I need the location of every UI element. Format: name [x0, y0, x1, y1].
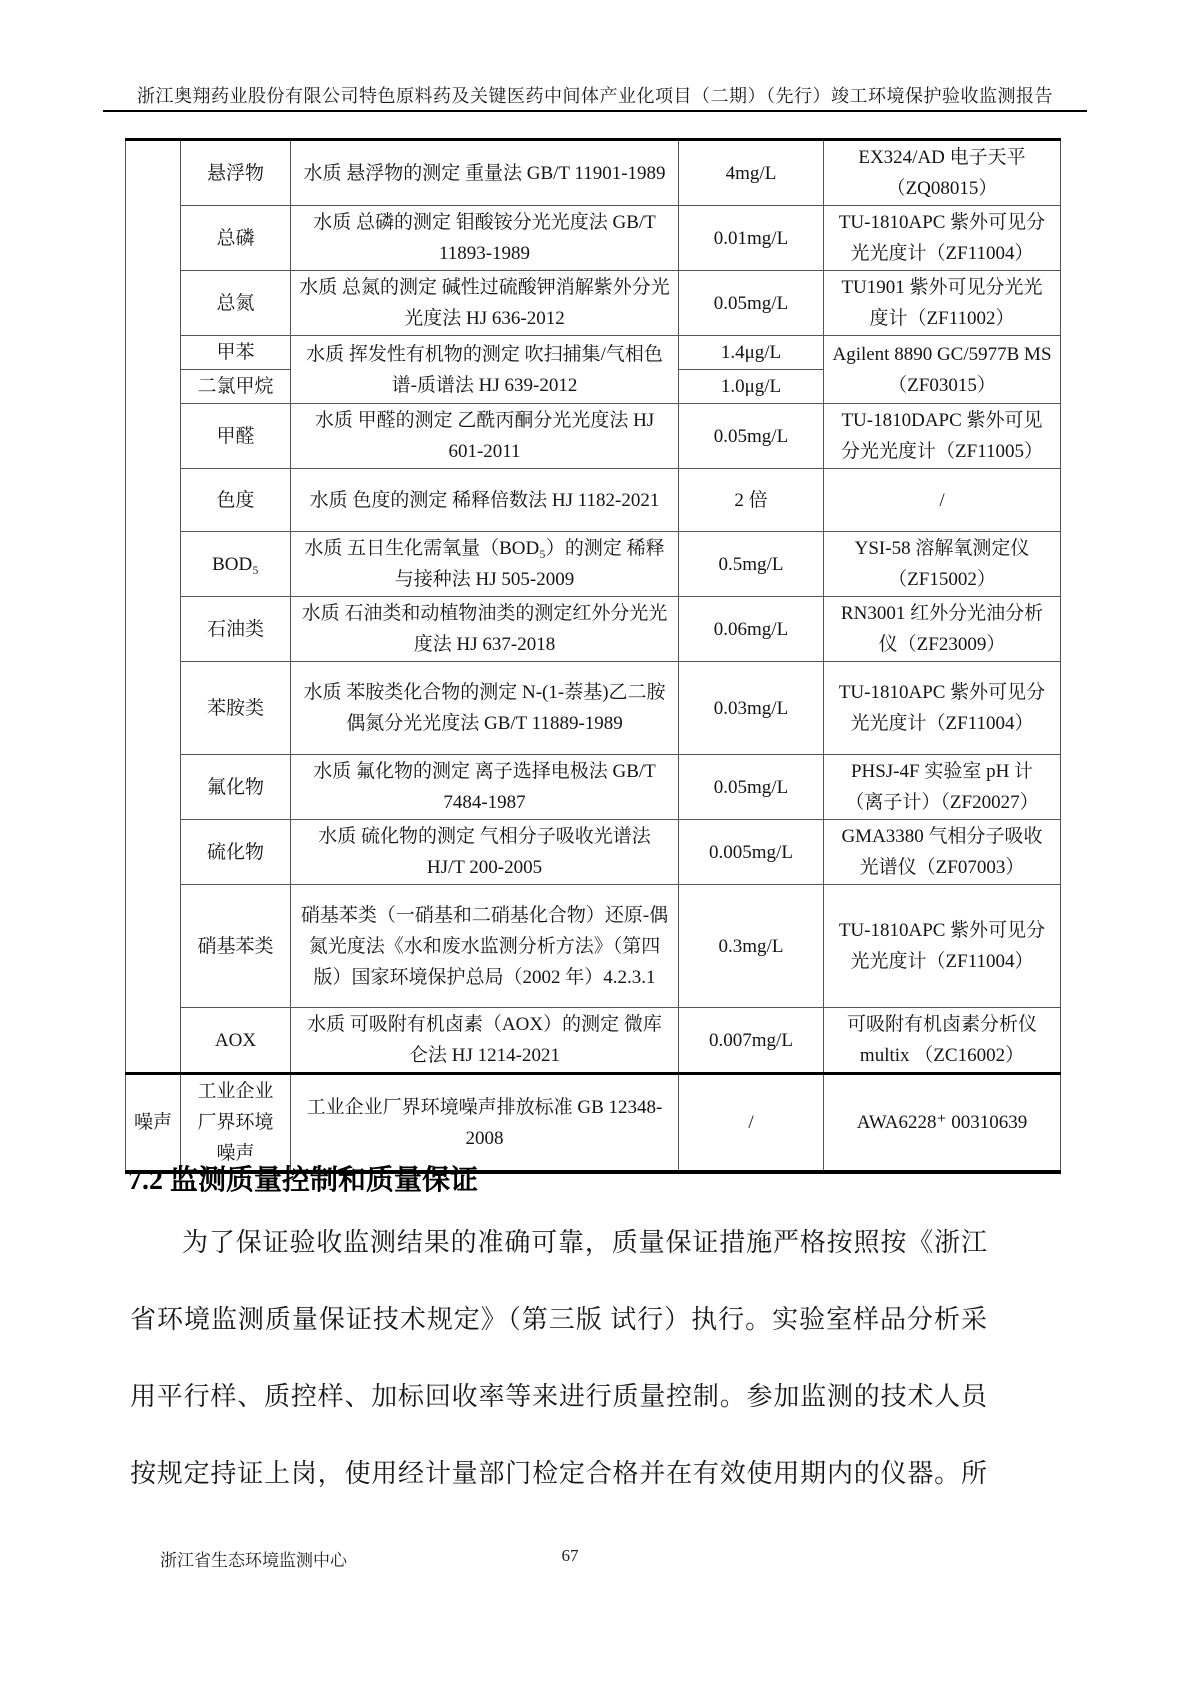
category-noise-cell: 噪声	[126, 1074, 181, 1173]
limit-cell: 0.01mg/L	[679, 206, 824, 271]
param-cell: AOX	[181, 1008, 291, 1074]
body-paragraph	[130, 1204, 987, 1512]
instrument-cell: TU-1810APC 紫外可见分光光度计（ZF11004）	[824, 885, 1061, 1008]
param-cell: 二氯甲烷	[181, 370, 291, 404]
instrument-cell: Agilent 8890 GC/5977B MS（ZF03015）	[824, 336, 1061, 404]
table-row	[126, 336, 1061, 370]
paragraph-line: 用平行样、质控样、加标回收率等来进行质量控制。参加监测的技术人员	[130, 1382, 987, 1411]
limit-cell: 0.05mg/L	[679, 404, 824, 469]
instrument-cell: TU1901 紫外可见分光光度计（ZF11002）	[824, 271, 1061, 336]
limit-cell: 0.06mg/L	[679, 597, 824, 662]
limit-cell: 0.007mg/L	[679, 1008, 824, 1074]
table-row	[126, 597, 1061, 662]
section-heading: 7.2 监测质量控制和质量保证	[128, 1165, 479, 1196]
param-cell: 甲苯	[181, 336, 291, 370]
method-cell: 水质 氟化物的测定 离子选择电极法 GB/T 7484-1987	[291, 755, 679, 820]
table-row	[126, 469, 1061, 532]
param-cell: BOD₅	[181, 532, 291, 597]
table-row	[126, 532, 1061, 597]
limit-cell: 0.5mg/L	[679, 532, 824, 597]
limit-cell: 0.03mg/L	[679, 662, 824, 755]
method-cell: 水质 悬浮物的测定 重量法 GB/T 11901-1989	[291, 140, 679, 206]
method-cell: 水质 总氮的测定 碱性过硫酸钾消解紫外分光光度法 HJ 636-2012	[291, 271, 679, 336]
page-header-title: 浙江奥翔药业股份有限公司特色原料药及关键医药中间体产业化项目（二期）（先行）竣工环境保护验收监测报告	[137, 86, 1053, 106]
instrument-cell: 可吸附有机卤素分析仪 multix （ZC16002）	[824, 1008, 1061, 1074]
method-cell: 水质 可吸附有机卤素（AOX）的测定 微库仑法 HJ 1214-2021	[291, 1008, 679, 1074]
instrument-cell: EX324/AD 电子天平（ZQ08015）	[824, 140, 1061, 206]
table-row	[126, 755, 1061, 820]
limit-cell: 0.3mg/L	[679, 885, 824, 1008]
instrument-cell: TU-1810APC 紫外可见分光光度计（ZF11004）	[824, 662, 1061, 755]
param-cell: 工业企业厂界环境噪声	[181, 1074, 291, 1173]
category-wastewater-cell	[126, 140, 181, 1074]
instrument-cell: PHSJ-4F 实验室 pH 计（离子计）（ZF20027）	[824, 755, 1061, 820]
param-cell: 石油类	[181, 597, 291, 662]
limit-cell: 1.4μg/L	[679, 336, 824, 370]
limit-cell: 0.005mg/L	[679, 820, 824, 885]
table-row	[126, 140, 1061, 206]
instrument-cell: AWA6228⁺ 00310639	[824, 1074, 1061, 1173]
method-cell: 水质 苯胺类化合物的测定 N-(1-萘基)乙二胺偶氮分光光度法 GB/T 11889-1989	[291, 662, 679, 755]
method-cell: 水质 甲醛的测定 乙酰丙酮分光光度法 HJ 601-2011	[291, 404, 679, 469]
footer-organization: 浙江省生态环境监测中心	[160, 1551, 347, 1570]
param-cell: 悬浮物	[181, 140, 291, 206]
instrument-cell: TU-1810DAPC 紫外可见分光光度计（ZF11005）	[824, 404, 1061, 469]
instrument-cell: YSI-58 溶解氧测定仪（ZF15002）	[824, 532, 1061, 597]
method-cell: 水质 总磷的测定 钼酸铵分光光度法 GB/T 11893-1989	[291, 206, 679, 271]
param-cell: 色度	[181, 469, 291, 532]
param-cell: 甲醛	[181, 404, 291, 469]
method-cell: 水质 五日生化需氧量（BOD₅）的测定 稀释与接种法 HJ 505-2009	[291, 532, 679, 597]
table-row	[126, 206, 1061, 271]
param-cell: 总磷	[181, 206, 291, 271]
instrument-cell: /	[824, 469, 1061, 532]
table-row	[126, 885, 1061, 1008]
limit-cell: 4mg/L	[679, 140, 824, 206]
paragraph-line: 省环境监测质量保证技术规定》（第三版 试行）执行。实验室样品分析采	[130, 1305, 987, 1334]
header-divider	[103, 110, 1087, 112]
paragraph-line: 按规定持证上岗，使用经计量部门检定合格并在有效使用期内的仪器。所	[130, 1459, 987, 1488]
param-cell: 总氮	[181, 271, 291, 336]
table-row	[126, 271, 1061, 336]
param-cell: 氟化物	[181, 755, 291, 820]
table-row	[126, 404, 1061, 469]
param-cell: 硫化物	[181, 820, 291, 885]
limit-cell: 0.05mg/L	[679, 271, 824, 336]
footer-page-number: 67	[561, 1546, 579, 1565]
method-cell: 水质 硫化物的测定 气相分子吸收光谱法 HJ/T 200-2005	[291, 820, 679, 885]
paragraph-line: 为了保证验收监测结果的准确可靠，质量保证措施严格按照按《浙江	[182, 1228, 987, 1257]
table-row	[126, 820, 1061, 885]
table-row	[126, 662, 1061, 755]
instrument-cell: TU-1810APC 紫外可见分光光度计（ZF11004）	[824, 206, 1061, 271]
table-row	[126, 1008, 1061, 1074]
method-cell: 水质 挥发性有机物的测定 吹扫捕集/气相色谱-质谱法 HJ 639-2012	[291, 336, 679, 404]
limit-cell: 1.0μg/L	[679, 370, 824, 404]
limit-cell: 2 倍	[679, 469, 824, 532]
param-cell: 苯胺类	[181, 662, 291, 755]
param-cell: 硝基苯类	[181, 885, 291, 1008]
method-cell: 水质 色度的测定 稀释倍数法 HJ 1182-2021	[291, 469, 679, 532]
method-cell: 硝基苯类（一硝基和二硝基化合物）还原-偶氮光度法《水和废水监测分析方法》（第四版）国家环境保护总局（2002 年）4.2.3.1	[291, 885, 679, 1008]
instrument-cell: GMA3380 气相分子吸收光谱仪（ZF07003）	[824, 820, 1061, 885]
method-cell: 水质 石油类和动植物油类的测定红外分光光度法 HJ 637-2018	[291, 597, 679, 662]
limit-cell: 0.05mg/L	[679, 755, 824, 820]
method-cell: 工业企业厂界环境噪声排放标准 GB 12348-2008	[291, 1074, 679, 1173]
monitoring-methods-table	[125, 138, 1061, 1174]
instrument-cell: RN3001 红外分光油分析仪（ZF23009）	[824, 597, 1061, 662]
limit-cell: /	[679, 1074, 824, 1173]
